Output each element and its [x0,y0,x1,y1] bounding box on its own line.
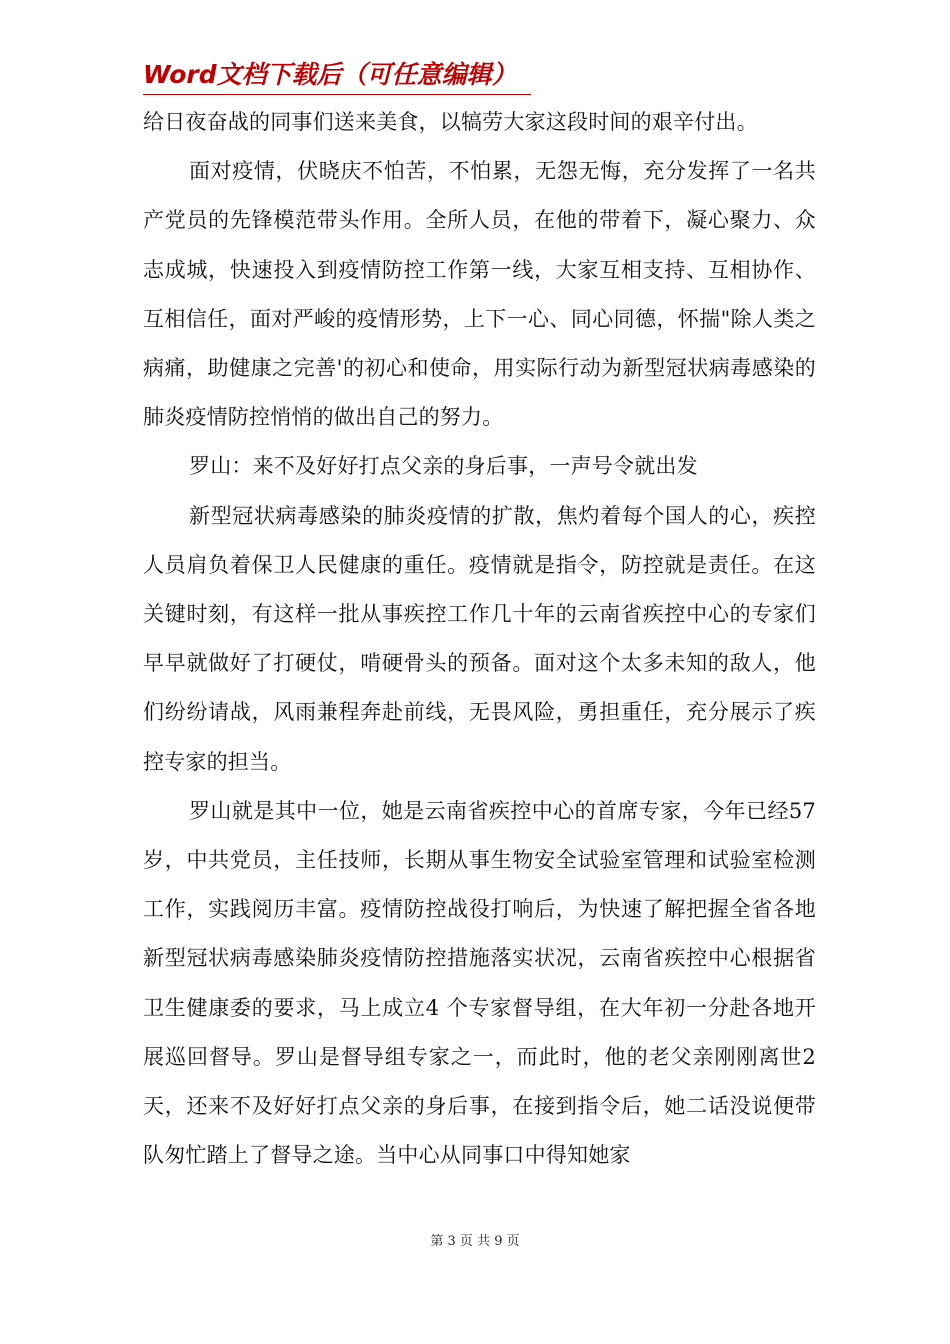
document-header [143,58,531,95]
paragraph: 给日夜奋战的同事们送来美食，以犒劳大家这段时间的艰辛付出。 [143,110,758,134]
document-body [143,98,816,1180]
paragraph: 罗山就是其中一位，她是云南省疾控中心的首席专家，今年已经57 岁，中共党员，主任技师，长期从事生物安全试验室管理和试验室检测工作，实践阅历丰富。疫情防控战役打响后，为快速了解把握全省各地新型冠状病毒感染肺炎疫情防控措施落实状况，云南省疾控中心根据省卫生健康委的要求，马上成立4 个专家督导组，在大年初一分赴各地开展巡回督导。罗山是督导组专家之一，而此时，他的老父亲刚刚离世2 天，还来不及好好打点父亲的身后事，在接到指令后，她二话没说便带队匆忙踏上了督导之途。当中心从同事口中得知她家 [143,798,816,1168]
paragraph: 新型冠状病毒感染的肺炎疫情的扩散，焦灼着每个国人的心，疾控人员肩负着保卫人民健康的重任。疫情就是指令，防控就是责任。在这关键时刻，有这样一批从事疾控工作几十年的云南省疾控中心的专家们早早就做好了打硬仗，啃硬骨头的预备。面对这个太多未知的敌人，他们纷纷请战，风雨兼程奔赴前线，无畏风险，勇担重任，充分展示了疾控专家的担当。 [143,503,816,774]
section-heading-paragraph: 罗山：来不及好好打点父亲的身后事，一声号令就出发 [189,454,698,479]
paragraph: 面对疫情，伏晓庆不怕苦，不怕累，无怨无悔，充分发挥了一名共产党员的先锋模范带头作用。全所人员，在他的带着下，凝心聚力、众志成城，快速投入到疫情防控工作第一线，大家互相支持、互相协作、互相信任，面对严峻的疫情形势，上下一心、同心同德，怀揣"除人类之病痛，助健康之完善'的初心和使命，用实际行动为新型冠状病毒感染的肺炎疫情防控悄悄的做出自己的努力。 [143,159,816,430]
header-title: Word文档下载后（可任意编辑） [143,60,517,89]
page-number-footer: 第 3 页 共 9 页 [430,1234,520,1249]
